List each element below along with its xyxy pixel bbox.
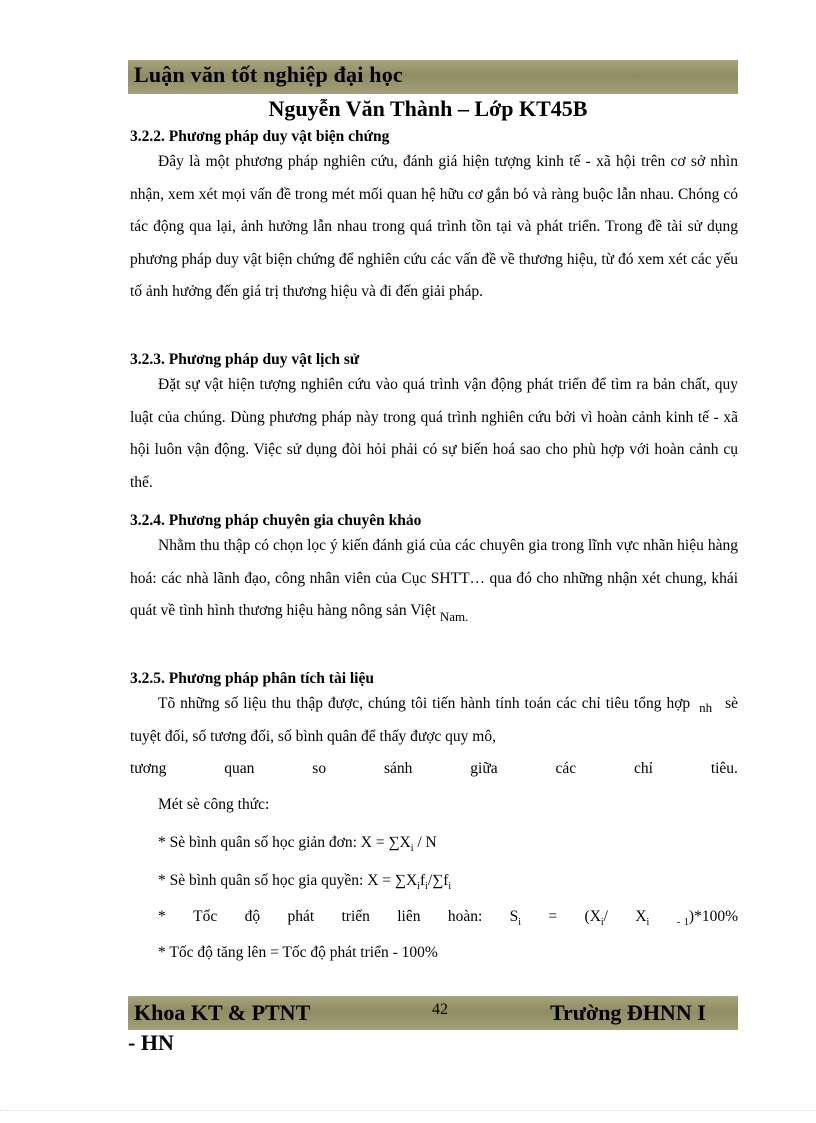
page-number: 42 bbox=[432, 1001, 448, 1018]
footer-faculty: Khoa KT & PTNT bbox=[134, 1000, 311, 1025]
section-text-325-nh: nh bbox=[699, 700, 713, 715]
word: giữa bbox=[470, 760, 498, 777]
section-heading-322: 3.2.2. Phương pháp duy vật biện chứng bbox=[130, 128, 390, 145]
word: chỉ bbox=[634, 760, 653, 777]
section-text-325-b: sè tuyệt đối, số tương đối, số bình quân để thấy được quy mô, bbox=[130, 695, 738, 745]
section-text-323: Đặt sự vật hiện tượng nghiên cứu vào quá trình vận động phát triển để tìm ra bản chất, quy luật của chúng. Dùng phương pháp này trong quá trình nghiên cứu bởi vì hoàn cảnh kinh tế - xã hội luôn vận động. Việc sử dụng đòi hỏi phải có sự biến hoá sao cho phù hợp với hoàn cảnh cụ thể. bbox=[130, 376, 738, 491]
header-title: Luận văn tốt nghiệp đại học bbox=[134, 62, 403, 87]
section-heading-324: 3.2.4. Phương pháp chuyên gia chuyên khảo bbox=[130, 512, 422, 529]
section-text-325-a: Tõ những số liệu thu thập được, chúng tôi tiến hành tính toán các chỉ tiêu tổng hợp bbox=[158, 695, 691, 712]
word: tiêu. bbox=[710, 760, 738, 777]
word: quan bbox=[224, 760, 255, 777]
formula-chain-growth: * Tốc độ phát triển liên hoàn: $S_i$ = ($X_i/$ $X_i$ $_-$ $_1$)*100% bbox=[158, 908, 738, 929]
formula-weighted-mean: * Sè bình quân số học gia quyền: $X = \sum X_if_i/\sum f_i$ bbox=[158, 872, 452, 893]
section-text-325 bbox=[130, 688, 738, 753]
section-text-324-body: Nhằm thu thập có chọn lọc ý kiến đánh giá của các chuyên gia trong lĩnh vực nhãn hiệu hàng hoá: các nhà lãnh đạo, công nhân viên của Cục SHTT… qua đó cho những nhận xét chung, khái quát về tình hình thương hiệu hàng nông sản Việt bbox=[130, 537, 738, 619]
section-text-322: Đây là một phương pháp nghiên cứu, đánh giá hiện tượng kinh tế - xã hội trên cơ sở nhìn nhận, xem xét mọi vấn đề trong mét mối quan hệ hữu cơ gắn bó và ràng buộc lẫn nhau. Chóng có tác động qua lại, ảnh hưởng lẫn nhau trong quá trình tồn tại và phát triển. Trong đề tài sử dụng phương pháp duy vật biện chứng để nghiên cứu các vấn đề về thương hiệu, từ đó xem xét các yếu tố ảnh hưởng đến giá trị thương hiệu và đi đến giải pháp. bbox=[130, 153, 738, 300]
word: sánh bbox=[383, 760, 413, 777]
section-heading-325: 3.2.5. Phương pháp phân tích tài liệu bbox=[130, 670, 374, 687]
formula-simple-mean: * Sè bình quân số học giản đơn: $X = \sum X_i / N$ bbox=[158, 834, 437, 855]
word: tương bbox=[130, 760, 167, 777]
word: so bbox=[312, 760, 327, 777]
section-text-325-last-line bbox=[130, 760, 738, 778]
formula-growth-rate: * Tốc độ tăng lên = Tốc độ phát triển - 100% bbox=[158, 944, 438, 961]
section-text-324 bbox=[130, 530, 738, 628]
section-heading-323: 3.2.3. Phương pháp duy vật lịch sử bbox=[130, 351, 360, 368]
formula-intro: Mét sè công thức: bbox=[158, 796, 270, 813]
footer-continuation: - HN bbox=[128, 1030, 174, 1055]
section-text-324-tail: Nam. bbox=[439, 609, 469, 624]
page-bottom-divider bbox=[0, 1110, 816, 1111]
header-author: Nguyễn Văn Thành – Lớp KT45B bbox=[268, 96, 588, 121]
word: các bbox=[555, 760, 577, 777]
footer-university: Trường ĐHNN I bbox=[550, 1000, 706, 1025]
